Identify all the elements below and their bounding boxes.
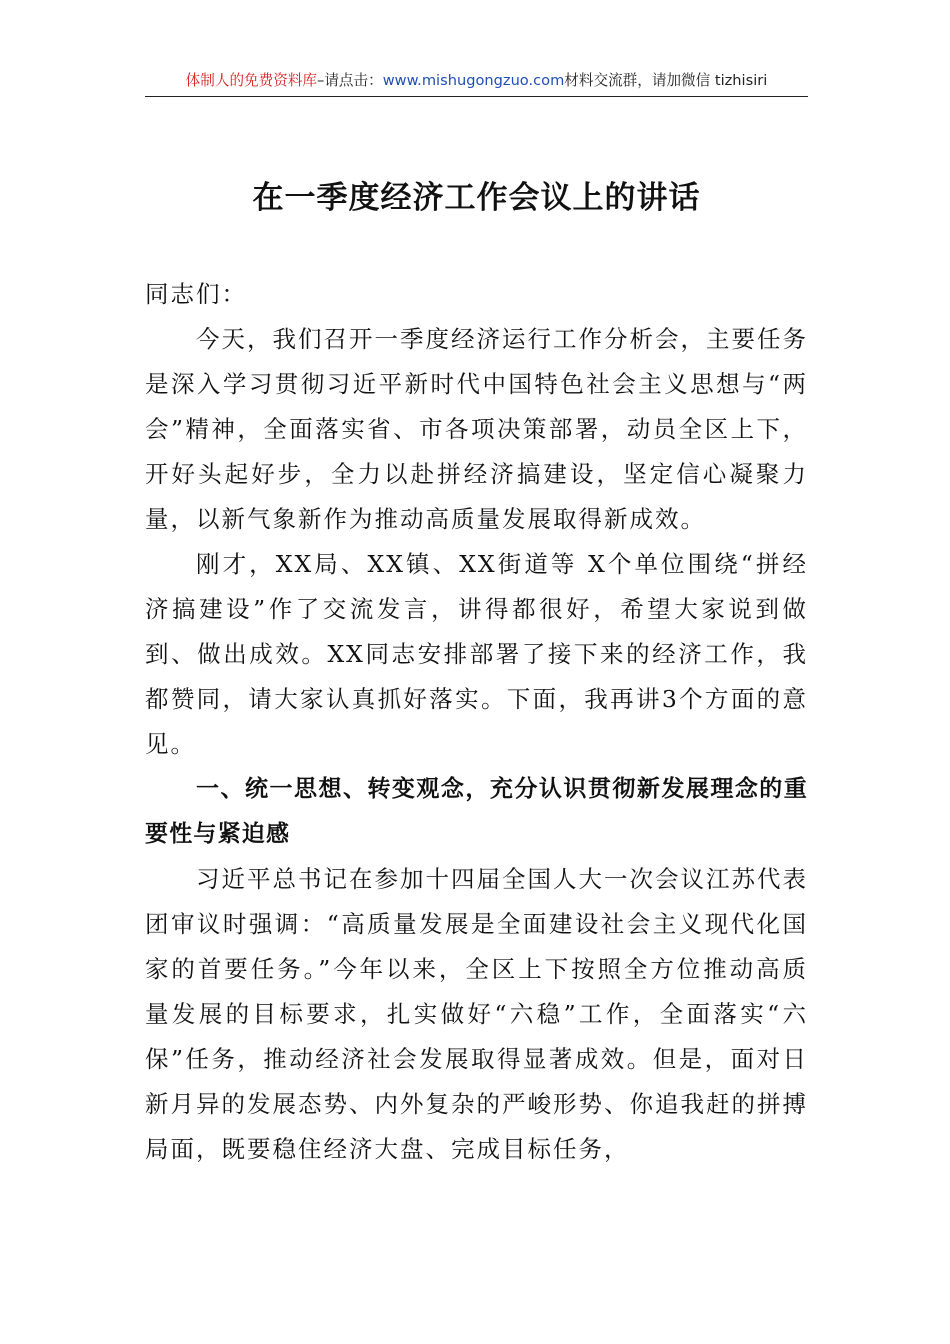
section-heading: 一、统一思想、转变观念，充分认识贯彻新发展理念的重要性与紧迫感 (145, 776, 808, 847)
paragraph: 刚才，XX局、XX镇、XX街道等 X个单位围绕“拼经济搞建设”作了交流发言，讲得都很好，希望大家说到做到、做出成效。XX同志安排部署了接下来的经济工作，我都赞同，请大家认真抓好落实。下面，我再讲3个方面的意见。 (145, 550, 808, 758)
header-brand: 体制人的免费资料库 (185, 72, 318, 89)
document-title: 在一季度经济工作会议上的讲话 (252, 180, 701, 216)
header-prompt: –请点击： (317, 72, 383, 89)
salutation: 同志们： (145, 280, 247, 308)
header-contact-note: 材料交流群，请加微信 tizhisiri (564, 72, 768, 89)
paragraph: 今天，我们召开一季度经济运行工作分析会，主要任务是深入学习贯彻习近平新时代中国特色社会主义思想与“两会”精神，全面落实省、市各项决策部署，动员全区上下，开好头起好步，全力以赴拼经济搞建设，坚定信心凝聚力量，以新气象新作为推动高质量发展取得新成效。 (145, 325, 808, 533)
paragraph: 习近平总书记在参加十四届全国人大一次会议江苏代表团审议时强调：“高质量发展是全面建设社会主义现代化国家的首要任务。”今年以来，全区上下按照全方位推动高质量发展的目标要求，扎实做好“六稳”工作，全面落实“六保”任务，推动经济社会发展取得显著成效。但是，面对日新月异的发展态势、内外复杂的严峻形势、你追我赶的拼搏局面，既要稳住经济大盘、完成目标任务， (145, 865, 808, 1163)
page-header (145, 68, 808, 97)
document-body (145, 272, 808, 1172)
header-website-link[interactable]: www.mishugongzuo.com (382, 72, 565, 89)
